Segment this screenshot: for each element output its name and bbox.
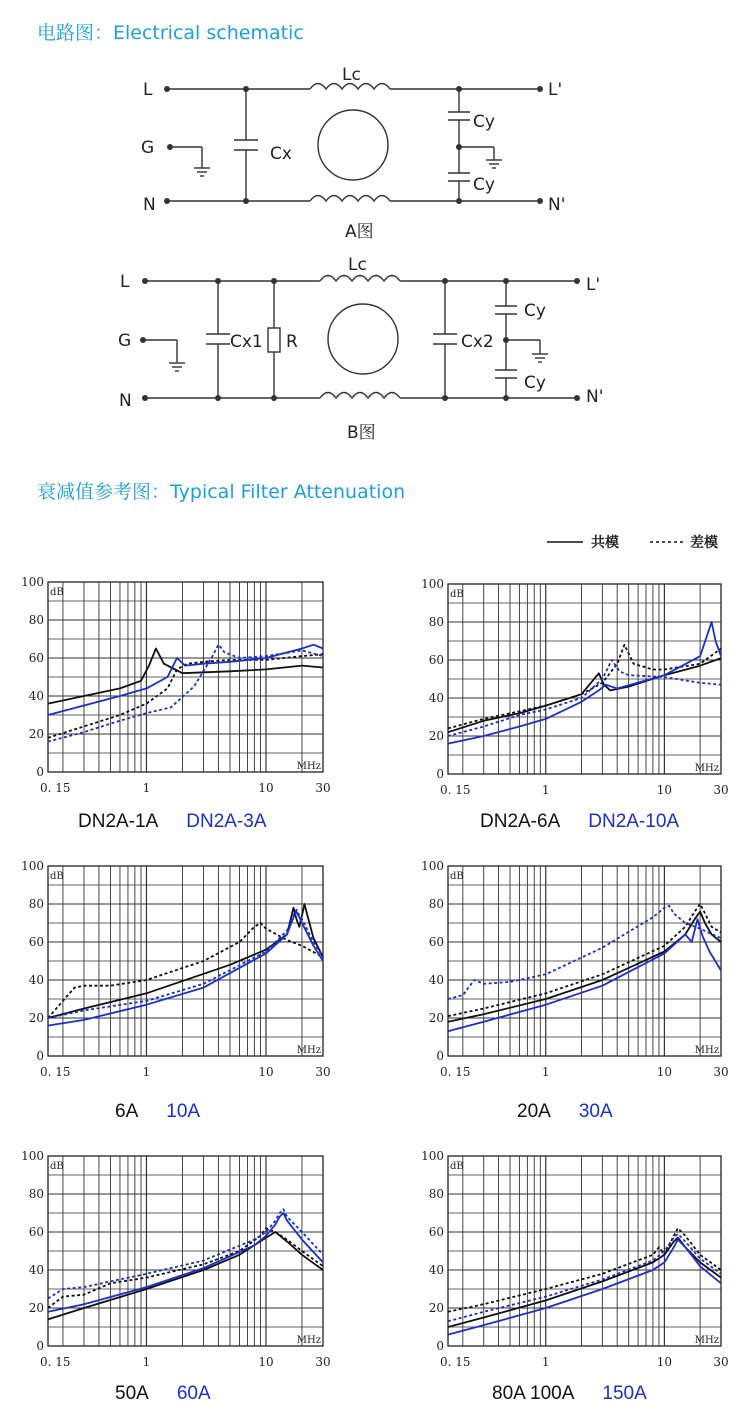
x-tick-label: 30 xyxy=(315,1065,331,1079)
label-cx: Cx xyxy=(270,144,292,164)
label-lc: Lc xyxy=(342,65,361,85)
y-tick-label: 60 xyxy=(28,935,44,949)
caption-a: A图 xyxy=(345,222,374,242)
y-tick-label: 60 xyxy=(428,653,444,667)
y-tick-label: 100 xyxy=(21,859,44,873)
x-tick-label: 1 xyxy=(541,1355,550,1369)
x-tick-label: 1 xyxy=(142,1355,151,1369)
series-line-3 xyxy=(48,645,323,715)
label-lc: Lc xyxy=(348,255,367,275)
x-unit-label: MHz xyxy=(296,1045,321,1056)
x-tick-label: 10 xyxy=(656,1355,673,1369)
y-tick-label: 0 xyxy=(36,1049,44,1063)
chart-panel-2 xyxy=(421,577,729,832)
label-r: R xyxy=(286,332,298,352)
y-tick-label: 60 xyxy=(428,1225,444,1239)
series-line-2 xyxy=(448,645,721,729)
label-cx2: Cx2 xyxy=(461,332,494,352)
y-tick-label: 0 xyxy=(36,1339,44,1353)
x-tick-label: 30 xyxy=(713,1065,729,1079)
x-tick-label: 30 xyxy=(315,781,331,795)
y-tick-label: 20 xyxy=(28,1301,44,1315)
label-l-out: L' xyxy=(586,275,601,295)
series-line-3 xyxy=(48,912,323,1026)
y-unit-label: dB xyxy=(450,589,464,600)
y-tick-label: 100 xyxy=(421,1149,444,1163)
label-cy-top: Cy xyxy=(473,112,495,132)
y-unit-label: dB xyxy=(50,587,64,598)
x-tick-label: 0. 15 xyxy=(440,1065,471,1079)
y-tick-label: 100 xyxy=(421,577,444,591)
chart-panel-4 xyxy=(421,859,729,1122)
schematic-heading: 电路图：Electrical schematic xyxy=(37,22,304,44)
y-tick-label: 80 xyxy=(428,615,444,629)
x-unit-label: MHz xyxy=(694,1335,719,1346)
series-line-3 xyxy=(448,622,721,744)
label-n-out: N' xyxy=(586,387,604,407)
chart-panel-5 xyxy=(21,1149,331,1404)
y-tick-label: 80 xyxy=(28,613,44,627)
y-tick-label: 100 xyxy=(21,575,44,589)
label-cy-bottom: Cy xyxy=(524,373,546,393)
y-unit-label: dB xyxy=(50,871,64,882)
chart-panel-1 xyxy=(21,575,331,832)
chart-label-2: DN2A-3A xyxy=(186,811,267,832)
y-tick-label: 60 xyxy=(428,935,444,949)
x-tick-label: 10 xyxy=(656,1065,673,1079)
chart-label-1: 80A 100A xyxy=(492,1383,575,1404)
series-line-1 xyxy=(48,649,323,704)
y-tick-label: 40 xyxy=(28,973,44,987)
series-line-4 xyxy=(48,1209,323,1298)
y-tick-label: 80 xyxy=(28,1187,44,1201)
chart-label-1: 50A xyxy=(115,1383,149,1404)
label-cx1: Cx1 xyxy=(230,332,263,352)
series-line-3 xyxy=(48,1213,323,1312)
label-l-out: L' xyxy=(548,80,563,100)
y-tick-label: 40 xyxy=(428,973,444,987)
x-tick-label: 0. 15 xyxy=(40,1355,71,1369)
y-tick-label: 80 xyxy=(428,897,444,911)
x-unit-label: MHz xyxy=(296,761,321,772)
chart-panel-3 xyxy=(21,859,331,1122)
label-n: N xyxy=(119,391,132,411)
x-tick-label: 0. 15 xyxy=(40,781,71,795)
y-tick-label: 0 xyxy=(436,1049,444,1063)
chart-label-2: 10A xyxy=(166,1101,201,1122)
label-g: G xyxy=(118,331,132,351)
x-tick-label: 10 xyxy=(258,1355,274,1369)
legend-differential-mode: 差模 xyxy=(690,535,718,551)
y-tick-label: 60 xyxy=(28,651,44,665)
series-line-1 xyxy=(448,912,721,1022)
label-g: G xyxy=(141,138,155,158)
chart-label-1: 20A xyxy=(517,1101,551,1122)
x-unit-label: MHz xyxy=(296,1335,321,1346)
chart-label-1: 6A xyxy=(115,1101,139,1122)
y-tick-label: 40 xyxy=(28,689,44,703)
label-n-out: N' xyxy=(548,195,566,215)
y-tick-label: 20 xyxy=(428,1301,444,1315)
label-n: N xyxy=(143,195,156,215)
series-line-4 xyxy=(48,910,323,1018)
y-tick-label: 80 xyxy=(428,1187,444,1201)
chart-label-2: 150A xyxy=(602,1383,647,1404)
y-tick-label: 40 xyxy=(28,1263,44,1277)
x-tick-label: 1 xyxy=(541,1065,550,1079)
y-tick-label: 0 xyxy=(436,767,444,781)
series-line-4 xyxy=(48,645,323,742)
y-tick-label: 0 xyxy=(36,765,44,779)
chart-label-2: 60A xyxy=(176,1383,211,1404)
label-l: L xyxy=(120,272,130,292)
series-line-1 xyxy=(48,1232,323,1319)
x-tick-label: 0. 15 xyxy=(440,1355,471,1369)
x-tick-label: 10 xyxy=(258,1065,274,1079)
x-tick-label: 30 xyxy=(315,1355,331,1369)
x-tick-label: 10 xyxy=(258,781,274,795)
y-tick-label: 80 xyxy=(28,897,44,911)
x-unit-label: MHz xyxy=(694,1045,719,1056)
y-tick-label: 20 xyxy=(28,1011,44,1025)
x-tick-label: 0. 15 xyxy=(440,783,471,797)
y-unit-label: dB xyxy=(450,871,464,882)
y-tick-label: 40 xyxy=(428,1263,444,1277)
y-unit-label: dB xyxy=(450,1161,464,1172)
x-tick-label: 1 xyxy=(541,783,550,797)
label-l: L xyxy=(143,80,153,100)
label-cy-top: Cy xyxy=(524,301,546,321)
attenuation-heading: 衰减值参考图：Typical Filter Attenuation xyxy=(37,481,406,503)
x-tick-label: 10 xyxy=(656,783,673,797)
chart-label-1: DN2A-6A xyxy=(480,811,561,832)
y-tick-label: 20 xyxy=(28,727,44,741)
y-tick-label: 20 xyxy=(428,729,444,743)
legend-common-mode: 共模 xyxy=(591,535,619,551)
y-tick-label: 100 xyxy=(421,859,444,873)
chart-label-2: 30A xyxy=(578,1101,613,1122)
x-tick-label: 1 xyxy=(142,1065,151,1079)
chart-panel-6 xyxy=(421,1149,729,1404)
x-tick-label: 0. 15 xyxy=(40,1065,71,1079)
x-tick-label: 1 xyxy=(142,781,151,795)
caption-b: B图 xyxy=(347,423,376,443)
chart-label-1: DN2A-1A xyxy=(78,811,159,832)
y-unit-label: dB xyxy=(50,1161,64,1172)
x-unit-label: MHz xyxy=(694,763,719,774)
series-line-4 xyxy=(448,906,721,999)
y-tick-label: 0 xyxy=(436,1339,444,1353)
x-tick-label: 30 xyxy=(713,783,729,797)
y-tick-label: 100 xyxy=(21,1149,44,1163)
y-tick-label: 20 xyxy=(428,1011,444,1025)
y-tick-label: 40 xyxy=(428,691,444,705)
y-tick-label: 60 xyxy=(28,1225,44,1239)
label-cy-bottom: Cy xyxy=(473,175,495,195)
chart-label-2: DN2A-10A xyxy=(588,811,680,832)
x-tick-label: 30 xyxy=(713,1355,729,1369)
series-line-3 xyxy=(448,919,721,1031)
series-line-2 xyxy=(48,1228,323,1308)
